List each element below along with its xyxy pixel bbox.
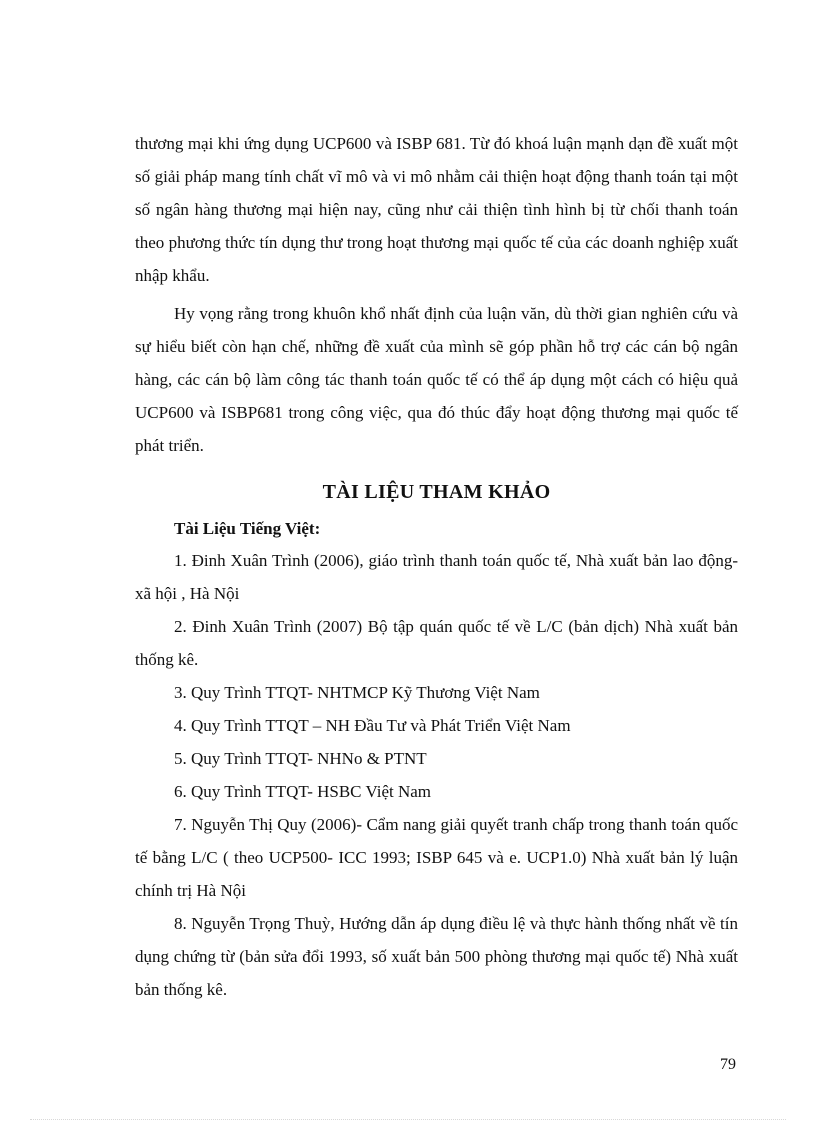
- reference-item: 8. Nguyễn Trọng Thuỳ, Hướng dẫn áp dụng điều lệ và thực hành thống nhất về tín dụng chứng từ (bản sửa đổi 1993, số xuất bản 500 phòng thương mại quốc tế) Nhà xuất bản thống kê.: [135, 914, 738, 999]
- page-bottom-divider: [30, 1119, 786, 1120]
- references-heading: TÀI LIỆU THAM KHẢO: [322, 481, 551, 503]
- reference-item: 4. Quy Trình TTQT – NH Đầu Tư và Phát Triển Việt Nam: [174, 716, 571, 735]
- reference-item: 2. Đinh Xuân Trình (2007) Bộ tập quán quốc tế về L/C (bản dịch) Nhà xuất bản thống kê.: [135, 617, 738, 669]
- body-paragraph-continued: thương mại khi ứng dụng UCP600 và ISBP 681. Từ đó khoá luận mạnh dạn đề xuất một số giải pháp mang tính chất vĩ mô và vi mô nhằm cải thiện hoạt động thanh toán tại một số ngân hàng thương mại hiện nay, cũng như cải thiện tình hình bị từ chối thanh toán theo phương thức tín dụng thư trong hoạt thương mại quốc tế của các doanh nghiệp xuất nhập khẩu.: [135, 134, 738, 285]
- reference-item: 5. Quy Trình TTQT- NHNo & PTNT: [174, 749, 427, 768]
- references-subheading: Tài Liệu Tiếng Việt:: [174, 519, 321, 538]
- reference-list: [135, 544, 738, 1006]
- document-page: [135, 127, 738, 1006]
- reference-item: 1. Đinh Xuân Trình (2006), giáo trình thanh toán quốc tế, Nhà xuất bản lao động- xã hội , Hà Nội: [135, 551, 738, 603]
- reference-item: 7. Nguyễn Thị Quy (2006)- Cẩm nang giải quyết tranh chấp trong thanh toán quốc tế bằng L/C ( theo UCP500- ICC 1993; ISBP 645 và e. UCP1.0) Nhà xuất bản lý luận chính trị Hà Nội: [135, 815, 738, 900]
- reference-item: 6. Quy Trình TTQT- HSBC Việt Nam: [174, 782, 432, 801]
- reference-item: 3. Quy Trình TTQT- NHTMCP Kỹ Thương Việt Nam: [174, 683, 540, 702]
- body-paragraph-conclusion: Hy vọng rằng trong khuôn khổ nhất định của luận văn, dù thời gian nghiên cứu và sự hiểu biết còn hạn chế, những đề xuất của mình sẽ góp phần hỗ trợ các cán bộ ngân hàng, các cán bộ làm công tác thanh toán quốc tế có thể áp dụng một cách có hiệu quả UCP600 và ISBP681 trong công việc, qua đó thúc đẩy hoạt động thương mại quốc tế phát triển.: [135, 304, 738, 455]
- page-number: 79: [720, 1056, 736, 1073]
